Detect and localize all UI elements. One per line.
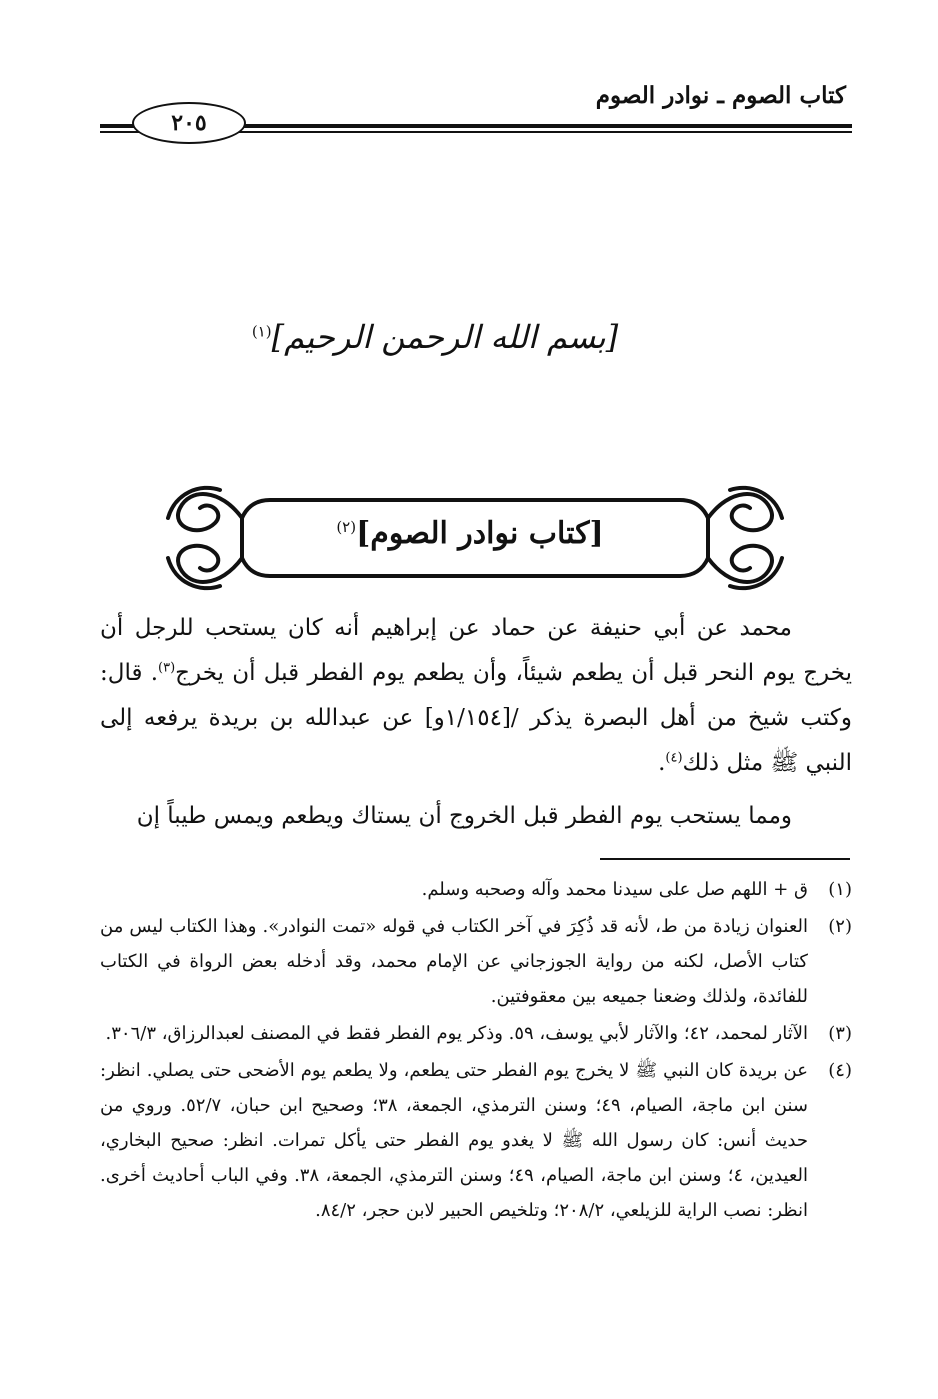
basmala-note-ref: (١): [251, 322, 272, 341]
paragraph-1-part-c: .: [658, 750, 666, 776]
footnotes: [100, 872, 852, 1230]
footnote-text: العنوان زيادة من ط، لأنه قد ذُكِرَ في آخر الكتاب في قوله «تمت النوادر». وهذا الكتاب ليس من كتاب الأصل، لكنه من رواية الجوزجاني عن الإمام محمد، وقد أدخله بعض الرواة في الكتاب للفائدة، ولذلك وضعنا جميعه بين معقوفتين.: [100, 916, 808, 1007]
footnote: [100, 1053, 852, 1228]
main-text: [100, 606, 852, 847]
paragraph-1: [100, 606, 852, 786]
chapter-note-ref: (٢): [336, 518, 357, 536]
footnote-text: ق + اللهم صل على سيدنا محمد وآله وصحبه وسلم.: [421, 879, 808, 900]
paragraph-2: ومما يستحب يوم الفطر قبل الخروج أن يستاك ويطعم ويمس طيباً إن: [136, 803, 792, 829]
footnote-number: (٤): [828, 1060, 852, 1081]
footnote-number: (١): [828, 879, 852, 900]
running-title: كتاب الصوم ـ نوادر الصوم: [595, 82, 846, 109]
page-number-oval: [132, 102, 246, 144]
chapter-title: [260, 516, 680, 576]
footnote: [100, 1016, 852, 1051]
footnote: [100, 909, 852, 1014]
basmala-text: [بسم الله الرحمن الرحيم]: [271, 318, 619, 356]
footnote-text: الآثار لمحمد، ٤٢؛ والآثار لأبي يوسف، ٥٩. وذكر يوم الفطر فقط في المصنف لعبدالرزاق، ٣٠٦/٣.: [105, 1023, 808, 1044]
footnote-ref-4: (٤): [665, 750, 683, 766]
footnote-ref-3: (٣): [158, 660, 176, 676]
chapter-title-text: [كتاب نوادر الصوم]: [356, 516, 604, 551]
footnote-number: (٣): [828, 1023, 852, 1044]
footnote-separator: [600, 858, 850, 860]
paragraph-1-part-a: محمد عن أبي حنيفة عن حماد عن إبراهيم أنه كان يستحب للرجل أن يخرج يوم النحر قبل أن يطعم شيئاً، وأن يطعم يوم الفطر قبل أن يخرج: [100, 615, 852, 686]
footnote-text: عن بريدة كان النبي ﷺ لا يخرج يوم الفطر حتى يطعم، ولا يطعم يوم الأضحى حتى يصلي. انظر: سنن ابن ماجة، الصيام، ٤٩؛ وسنن الترمذي، الجمعة، ٣٨؛ وصحيح ابن حبان، ٥٢/٧. وروي من حديث أنس: كان رسول الله ﷺ لا يغدو يوم الفطر حتى يأكل تمرات. انظر: صحيح البخاري، العيدين، ٤؛ وسنن ابن ماجة، الصيام، ٤٩؛ وسنن الترمذي، الجمعة، ٣٨. وفي الباب أحاديث أخرى. انظر: نصب الراية للزيلعي، ٢٠٨/٢؛ وتلخيص الحبير لابن حجر، ٨٤/٢.: [100, 1060, 809, 1221]
footnote-number: (٢): [828, 916, 852, 937]
paragraph-1-part-b: . قال: وكتب شيخ من أهل البصرة يذكر /[١/١٥٤و] عن عبدالله بن بريدة يرفعه إلى النبي ﷺ مثل ذلك: [100, 660, 852, 776]
footnote: [100, 872, 852, 907]
page-number: ٢٠٥: [171, 110, 207, 136]
basmala: [200, 318, 670, 378]
